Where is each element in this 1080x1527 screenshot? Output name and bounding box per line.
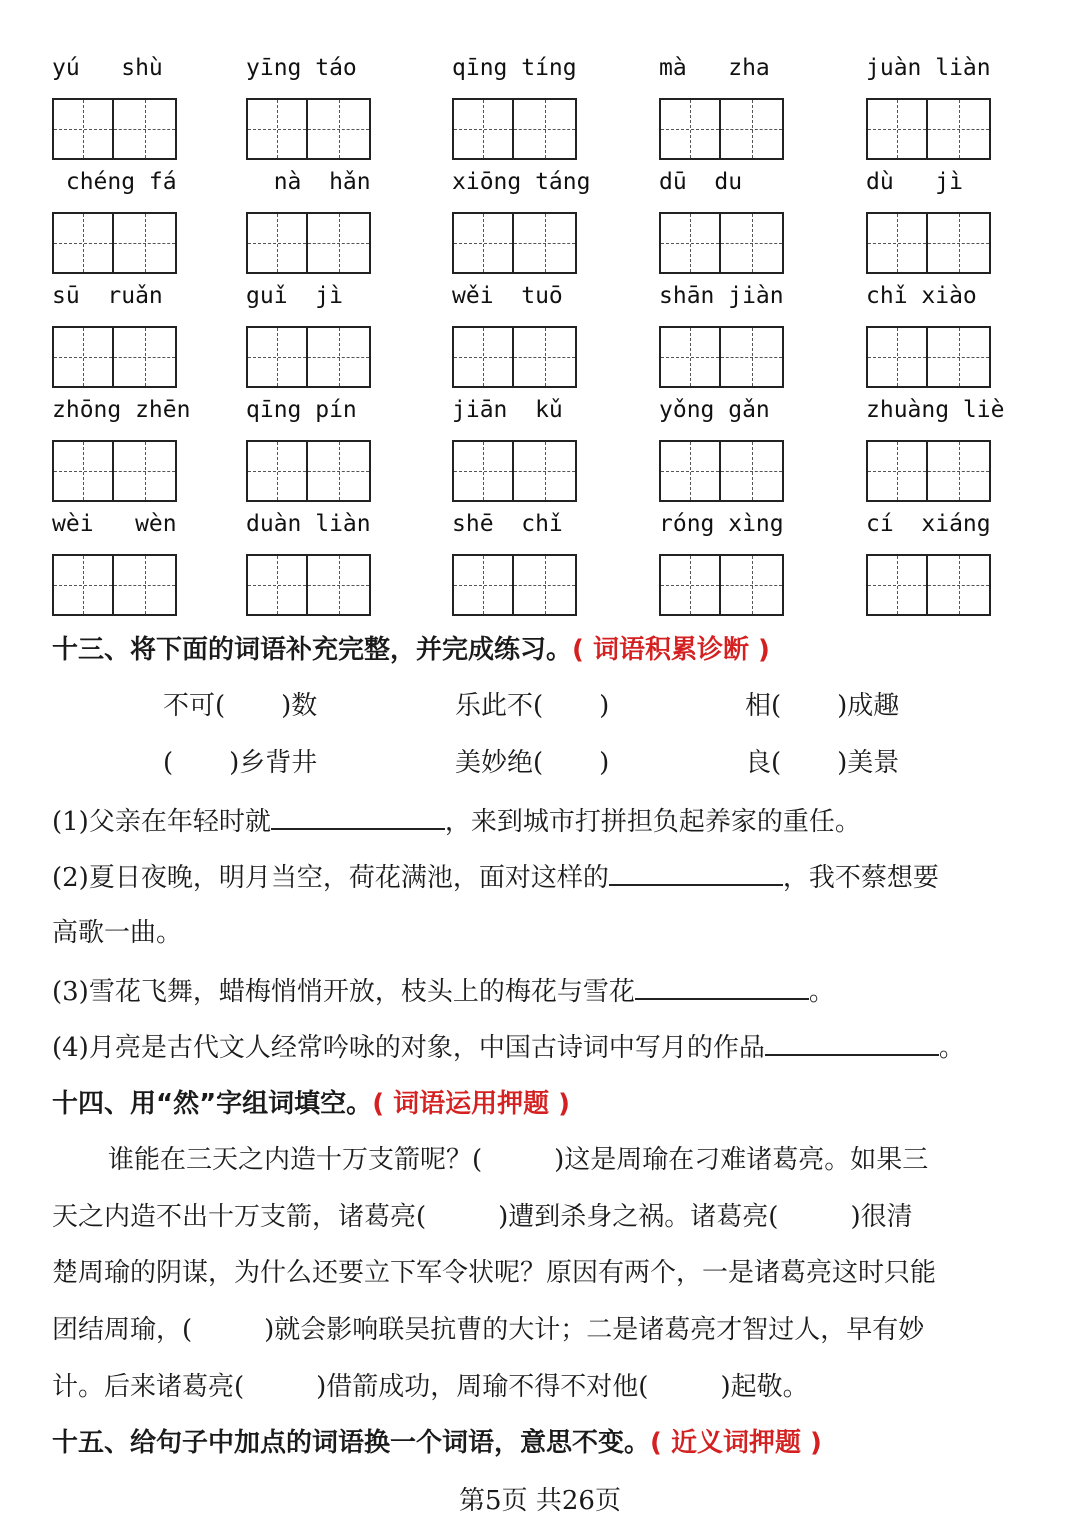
pinyin-word-13 [452, 280, 583, 388]
tianzige-box[interactable] [866, 554, 928, 616]
answer-blank-3[interactable] [635, 972, 809, 1000]
tianzige-box[interactable] [308, 212, 371, 274]
section-13-heading [52, 632, 770, 668]
answer-blank-1[interactable] [271, 802, 445, 830]
tianzige-box[interactable] [659, 98, 721, 160]
tianzige-box[interactable] [52, 98, 114, 160]
answer-blank-4[interactable] [765, 1028, 939, 1056]
section-14-heading [52, 1086, 570, 1122]
answer-blank-2[interactable] [609, 858, 783, 886]
pinyin-label: guǐ jì [246, 283, 343, 309]
pinyin-label: cí xiáng [866, 511, 991, 537]
pinyin-word-5 [866, 52, 997, 160]
section-15-tag: ( 近义词押题 ) [650, 1428, 822, 1458]
pinyin-word-11 [52, 280, 183, 388]
tianzige-box[interactable] [246, 440, 308, 502]
pinyin-label: yīng táo [246, 55, 357, 81]
pinyin-word-18 [452, 394, 583, 502]
pinyin-label: dū du [659, 169, 743, 195]
question-2: (2)夏日夜晚，明月当空，荷花满池，面对这样的 ，我不蔡想要 [52, 858, 939, 896]
tianzige-box[interactable] [308, 98, 371, 160]
pinyin-label: xiōng táng [452, 169, 591, 195]
pinyin-word-17 [246, 394, 377, 502]
pinyin-word-25 [866, 508, 997, 616]
tianzige-box[interactable] [246, 554, 308, 616]
tianzige-box[interactable] [928, 440, 991, 502]
tianzige-box[interactable] [928, 98, 991, 160]
passage-line-2: 天之内造不出十万支箭，诸葛亮( )遭到杀身之祸。诸葛亮( )很清 [52, 1202, 913, 1232]
pinyin-word-1 [52, 52, 183, 160]
question-4: (4)月亮是古代文人经常吟咏的对象，中国古诗词中写月的作品 。 [52, 1028, 965, 1066]
pinyin-word-21 [52, 508, 183, 616]
tianzige-box[interactable] [866, 212, 928, 274]
tianzige-box[interactable] [866, 440, 928, 502]
tianzige-box[interactable] [866, 326, 928, 388]
tianzige-box[interactable] [866, 98, 928, 160]
pinyin-label: sū ruǎn [52, 283, 163, 309]
pinyin-word-10 [866, 166, 997, 274]
tianzige-box[interactable] [246, 326, 308, 388]
tianzige-box[interactable] [52, 212, 114, 274]
tianzige-box[interactable] [721, 554, 784, 616]
pinyin-label: wěi tuō [452, 283, 563, 309]
idiom-1: 不可( )数 [163, 691, 318, 721]
passage-line-3: 楚周瑜的阴谋，为什么还要立下军令状呢？原因有两个，一是诸葛亮这时只能 [52, 1258, 937, 1288]
tianzige-box[interactable] [514, 212, 577, 274]
tianzige-box[interactable] [659, 554, 721, 616]
tianzige-box[interactable] [452, 326, 514, 388]
idiom-6: 良( )美景 [745, 748, 900, 778]
pinyin-word-16 [52, 394, 191, 502]
idiom-4: ( )乡背井 [163, 748, 318, 778]
pinyin-word-9 [659, 166, 790, 274]
passage-line-4: 团结周瑜，( )就会影响联吴抗曹的大计；二是诸葛亮才智过人，早有妙 [52, 1315, 925, 1345]
pinyin-label: zhuàng liè [866, 397, 1005, 423]
pinyin-label: chéng fá [52, 169, 177, 195]
section-14-tag: ( 词语运用押题 ) [372, 1089, 571, 1119]
tianzige-box[interactable] [659, 212, 721, 274]
tianzige-box[interactable] [928, 554, 991, 616]
pinyin-word-15 [866, 280, 997, 388]
tianzige-box[interactable] [928, 326, 991, 388]
tianzige-box[interactable] [52, 554, 114, 616]
pinyin-label: qīng pín [246, 397, 357, 423]
section-13-title: 十三、将下面的词语补充完整，并完成练习。 [52, 635, 573, 665]
pinyin-label: dù jì [866, 169, 963, 195]
pinyin-word-20 [866, 394, 1005, 502]
pinyin-word-24 [659, 508, 790, 616]
pinyin-word-7 [246, 166, 377, 274]
tianzige-box[interactable] [514, 98, 577, 160]
tianzige-box[interactable] [114, 326, 177, 388]
tianzige-box[interactable] [928, 212, 991, 274]
pinyin-label: chǐ xiào [866, 283, 977, 309]
tianzige-box[interactable] [308, 326, 371, 388]
pinyin-word-8 [452, 166, 591, 274]
section-15-title: 十五、给句子中加点的词语换一个词语，意思不变。 [52, 1428, 651, 1458]
tianzige-box[interactable] [246, 98, 308, 160]
tianzige-box[interactable] [452, 98, 514, 160]
tianzige-box[interactable] [52, 326, 114, 388]
tianzige-box[interactable] [659, 440, 721, 502]
tianzige-box[interactable] [114, 212, 177, 274]
tianzige-box[interactable] [308, 554, 371, 616]
passage-line-5: 计。后来诸葛亮( )借箭成功，周瑜不得不对他( )起敬。 [52, 1372, 809, 1402]
tianzige-box[interactable] [721, 326, 784, 388]
pinyin-word-22 [246, 508, 377, 616]
page-number: 第5页 共26页 [459, 1486, 621, 1516]
tianzige-box[interactable] [308, 440, 371, 502]
pinyin-label: zhōng zhēn [52, 397, 191, 423]
pinyin-label: juàn liàn [866, 55, 991, 81]
pinyin-word-4 [659, 52, 790, 160]
pinyin-label: shān jiàn [659, 283, 784, 309]
idiom-2: 乐此不( ) [455, 691, 610, 721]
pinyin-label: yǒng gǎn [659, 397, 770, 423]
idiom-3: 相( )成趣 [745, 691, 900, 721]
pinyin-label: duàn liàn [246, 511, 371, 537]
tianzige-box[interactable] [452, 212, 514, 274]
tianzige-box[interactable] [514, 554, 577, 616]
tianzige-box[interactable] [514, 440, 577, 502]
idiom-5: 美妙绝( ) [455, 748, 610, 778]
pinyin-word-6 [52, 166, 183, 274]
pinyin-word-3 [452, 52, 583, 160]
tianzige-box[interactable] [52, 440, 114, 502]
pinyin-word-23 [452, 508, 583, 616]
pinyin-label: yú shù [52, 55, 163, 81]
section-13-tag: ( 词语积累诊断 ) [572, 635, 770, 665]
pinyin-label: róng xìng [659, 511, 784, 537]
pinyin-label: mà zha [659, 55, 770, 81]
pinyin-word-19 [659, 394, 790, 502]
tianzige-box[interactable] [721, 440, 784, 502]
tianzige-box[interactable] [114, 440, 177, 502]
tianzige-box[interactable] [114, 554, 177, 616]
pinyin-word-14 [659, 280, 790, 388]
tianzige-box[interactable] [721, 98, 784, 160]
tianzige-box[interactable] [246, 212, 308, 274]
section-15-heading [52, 1425, 822, 1461]
tianzige-box[interactable] [659, 326, 721, 388]
tianzige-box[interactable] [721, 212, 784, 274]
question-3: (3)雪花飞舞，蜡梅悄悄开放，枝头上的梅花与雪花 。 [52, 972, 835, 1010]
pinyin-word-2 [246, 52, 377, 160]
question-2-cont: 高歌一曲。 [52, 918, 183, 948]
passage-line-1: 谁能在三天之内造十万支箭呢？( )这是周瑜在刁难诸葛亮。如果三 [108, 1145, 929, 1175]
pinyin-label: jiān kǔ [452, 397, 563, 423]
pinyin-label: qīng tíng [452, 55, 577, 81]
pinyin-word-12 [246, 280, 377, 388]
question-1: (1)父亲在年轻时就 ，来到城市打拼担负起养家的重任。 [52, 802, 861, 840]
tianzige-box[interactable] [452, 554, 514, 616]
pinyin-label: nà hǎn [246, 169, 371, 195]
section-14-title: 十四、用“然”字组词填空。 [52, 1089, 373, 1119]
tianzige-box[interactable] [452, 440, 514, 502]
pinyin-label: shē chǐ [452, 511, 563, 537]
tianzige-box[interactable] [114, 98, 177, 160]
pinyin-label: wèi wèn [52, 511, 177, 537]
tianzige-box[interactable] [514, 326, 577, 388]
